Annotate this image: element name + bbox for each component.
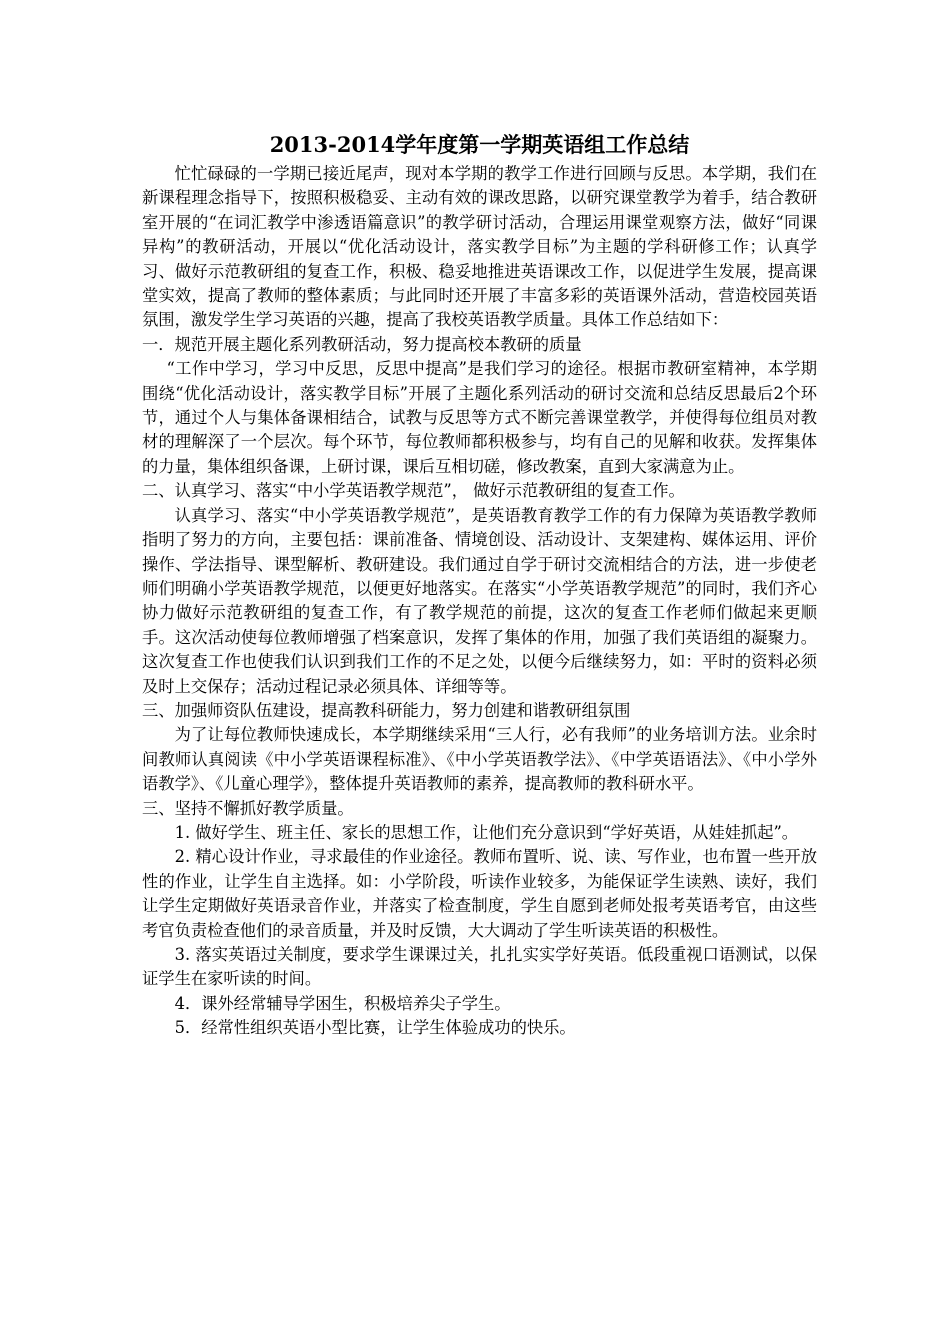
section-1-body: “工作中学习，学习中反思，反思中提高”是我们学习的途径。根据市教研室精神，本学期围绕“优化活动设计，落实教学目标”开展了主题化系列活动的研讨交流和总结反思最后2个环节，通过个人与集体备课相结合，试教与反思等方式不断完善课堂教学，并使得每位组员对教材的理解深了一个层次。每个环节，每位教师都积极参与，均有自己的见解和收获。发挥集体的力量，集体组织备课，上研讨课，课后互相切磋，修改教案，直到大家满意为止。 (142, 359, 817, 476)
list-item: 3. 落实英语过关制度，要求学生课课过关，扎扎实实学好英语。低段重视口语测试，以保证学生在家听读的时间。 (142, 945, 817, 989)
section-3-body: 为了让每位教师快速成长，本学期继续采用“三人行，必有我师”的业务培训方法。业余时间教师认真阅读《中小学英语课程标准》、《中小学英语教学法》、《中学英语语法》、《中小学外语教学》、《儿童心理学》，整体提升英语教师的素养，提高教师的教科研水平。 (142, 725, 817, 794)
list-item: 5．经常性组织英语小型比赛，让学生体验成功的快乐。 (174, 1018, 576, 1038)
list-item: 2. 精心设计作业，寻求最佳的作业途径。教师布置听、说、读、写作业，也布置一些开放性的作业，让学生自主选择。如：小学阶段，听读作业较多，为能保证学生读熟、读好，我们让学生定期做好英语录音作业，并落实了检查制度，学生自愿到老师处报考英语考官，由这些考官负责检查他们的录音质量，并及时反馈，大大调动了学生听读英语的积极性。 (142, 847, 817, 940)
section-4-heading: 三、坚持不懈抓好教学质量。 (142, 798, 354, 818)
document-page (142, 130, 817, 1041)
section-1-heading: 一．规范开展主题化系列教研活动，努力提高校本教研的质量 (142, 334, 582, 354)
section-3-heading: 三、加强师资队伍建设，提高教科研能力，努力创建和谐教研组氛围 (142, 700, 631, 720)
section-2-heading: 二、认真学习、落实“中小学英语教学规范”， 做好示范教研组的复查工作。 (142, 481, 685, 501)
document-title: 2013-2014学年度第一学期英语组工作总结 (269, 132, 690, 157)
list-item: 1. 做好学生、班主任、家长的思想工作，让他们充分意识到“学好英语，从娃娃抓起”。 (174, 822, 799, 842)
list-item: 4．课外经常辅导学困生，积极培养尖子学生。 (174, 993, 511, 1013)
intro-paragraph: 忙忙碌碌的一学期已接近尾声，现对本学期的教学工作进行回顾与反思。本学期，我们在新课程理念指导下，按照积极稳妥、主动有效的课改思路，以研究课堂教学为着手，结合教研室开展的“在词汇教学中渗透语篇意识”的教学研讨活动，合理运用课堂观察方法，做好“同课异构”的教研活动，开展以“优化活动设计，落实教学目标”为主题的学科研修工作；认真学习、做好示范教研组的复查工作，积极、稳妥地推进英语课改工作，以促进学生发展，提高课堂实效，提高了教师的整体素质；与此同时还开展了丰富多彩的英语课外活动，营造校园英语氛围，激发学生学习英语的兴趣，提高了我校英语教学质量。具体工作总结如下： (142, 164, 817, 330)
section-2-body: 认真学习、落实“中小学英语教学规范”，是英语教育教学工作的有力保障为英语教学教师指明了努力的方向，主要包括：课前准备、情境创设、活动设计、支架建构、媒体运用、评价操作、学法指导、课型解析、教研建设。我们通过自学于研讨交流相结合的方法，进一步使老师们明确小学英语教学规范，以便更好地落实。在落实“小学英语教学规范”的同时，我们齐心协力做好示范教研组的复查工作，有了教学规范的前提，这次的复查工作老师们做起来更顺手。这次活动使每位教师增强了档案意识，发挥了集体的作用，加强了我们英语组的凝聚力。这次复查工作也使我们认识到我们工作的不足之处，以便今后继续努力，如：平时的资料必须及时上交保存；活动过程记录必须具体、详细等等。 (142, 505, 817, 696)
